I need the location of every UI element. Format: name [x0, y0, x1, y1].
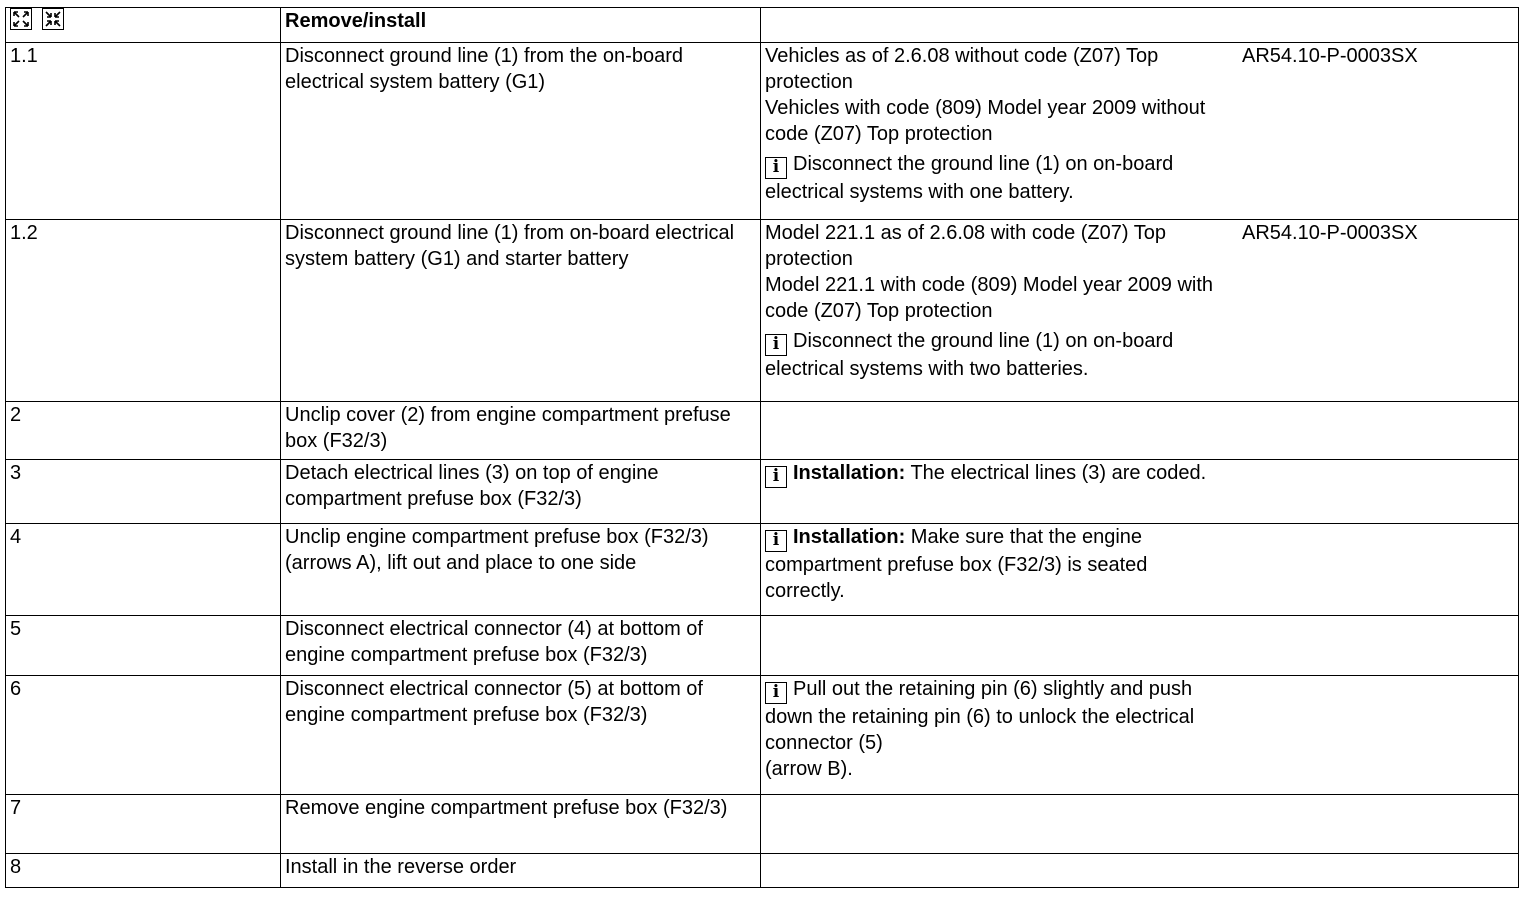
installation-label: Installation: [793, 526, 906, 548]
step-number: 2 [6, 402, 281, 460]
expand-all-icon[interactable] [10, 8, 32, 30]
step-action: Disconnect electrical connector (4) at bottom of engine compartment prefuse box (F32/3) [281, 616, 761, 676]
note-text: Pull out the retaining pin (6) slightly and push down the retaining pin (6) to unlock the electrical connector (5) [765, 678, 1195, 754]
step-notes [761, 220, 1519, 402]
condition-text: Model 221.1 as of 2.6.08 with code (Z07) Top protection [765, 222, 1166, 270]
step-notes [761, 460, 1519, 524]
step-number: 7 [6, 795, 281, 854]
collapse-all-icon[interactable] [42, 8, 64, 30]
table-row [6, 854, 1519, 888]
header-icons-cell [6, 8, 281, 43]
step-notes [761, 795, 1519, 854]
table-row [6, 676, 1519, 795]
info-note [765, 524, 1220, 604]
step-number: 4 [6, 524, 281, 616]
step-number: 1.1 [6, 43, 281, 220]
step-action: Disconnect ground line (1) from on-board electrical system battery (G1) and starter battery [281, 220, 761, 402]
table-row [6, 616, 1519, 676]
step-number: 5 [6, 616, 281, 676]
note-text: The electrical lines (3) are coded. [910, 462, 1207, 484]
condition-text: Model 221.1 with code (809) Model year 2009 with code (Z07) Top protection [765, 274, 1214, 322]
step-action: Detach electrical lines (3) on top of engine compartment prefuse box (F32/3) [281, 460, 761, 524]
condition-text: Vehicles as of 2.6.08 without code (Z07) Top protection [765, 45, 1159, 93]
info-icon: i [765, 334, 787, 356]
step-action: Install in the reverse order [281, 854, 761, 888]
table-row [6, 220, 1519, 402]
step-notes [761, 524, 1519, 616]
table-row [6, 524, 1519, 616]
step-action: Disconnect electrical connector (5) at bottom of engine compartment prefuse box (F32/3) [281, 676, 761, 795]
info-note [765, 676, 1220, 782]
step-notes [761, 676, 1519, 795]
note-text: Disconnect the ground line (1) on on-board electrical systems with one battery. [765, 153, 1174, 203]
step-action: Remove engine compartment prefuse box (F32/3) [281, 795, 761, 854]
info-icon: i [765, 682, 787, 704]
step-action: Unclip cover (2) from engine compartment prefuse box (F32/3) [281, 402, 761, 460]
step-action: Disconnect ground line (1) from the on-board electrical system battery (G1) [281, 43, 761, 220]
note-extra-text: (arrow B). [765, 758, 853, 780]
step-number: 3 [6, 460, 281, 524]
table-header-row [6, 8, 1519, 43]
step-number: 6 [6, 676, 281, 795]
info-icon: i [765, 530, 787, 552]
step-notes [761, 616, 1519, 676]
step-notes [761, 854, 1519, 888]
reference-link[interactable]: AR54.10-P-0003SX [1242, 222, 1418, 244]
table-row [6, 43, 1519, 220]
note-text: Make sure that the engine compartment prefuse box (F32/3) is seated correctly. [765, 526, 1148, 602]
info-icon: i [765, 466, 787, 488]
installation-label: Installation: [793, 462, 906, 484]
header-title: Remove/install [281, 8, 761, 43]
step-number: 1.2 [6, 220, 281, 402]
header-empty-cell [761, 8, 1519, 43]
reference-link[interactable]: AR54.10-P-0003SX [1242, 45, 1418, 67]
table-row [6, 402, 1519, 460]
condition-text: Vehicles with code (809) Model year 2009 without code (Z07) Top protection [765, 97, 1206, 145]
note-text: Disconnect the ground line (1) on on-board electrical systems with two batteries. [765, 330, 1174, 380]
table-row [6, 795, 1519, 854]
table-row [6, 460, 1519, 524]
step-action: Unclip engine compartment prefuse box (F32/3) (arrows A), lift out and place to one side [281, 524, 761, 616]
info-icon: i [765, 157, 787, 179]
info-note [765, 460, 1220, 488]
info-note [765, 151, 1220, 205]
step-number: 8 [6, 854, 281, 888]
step-notes [761, 402, 1519, 460]
procedure-table [5, 7, 1519, 888]
info-note [765, 328, 1220, 382]
step-notes [761, 43, 1519, 220]
